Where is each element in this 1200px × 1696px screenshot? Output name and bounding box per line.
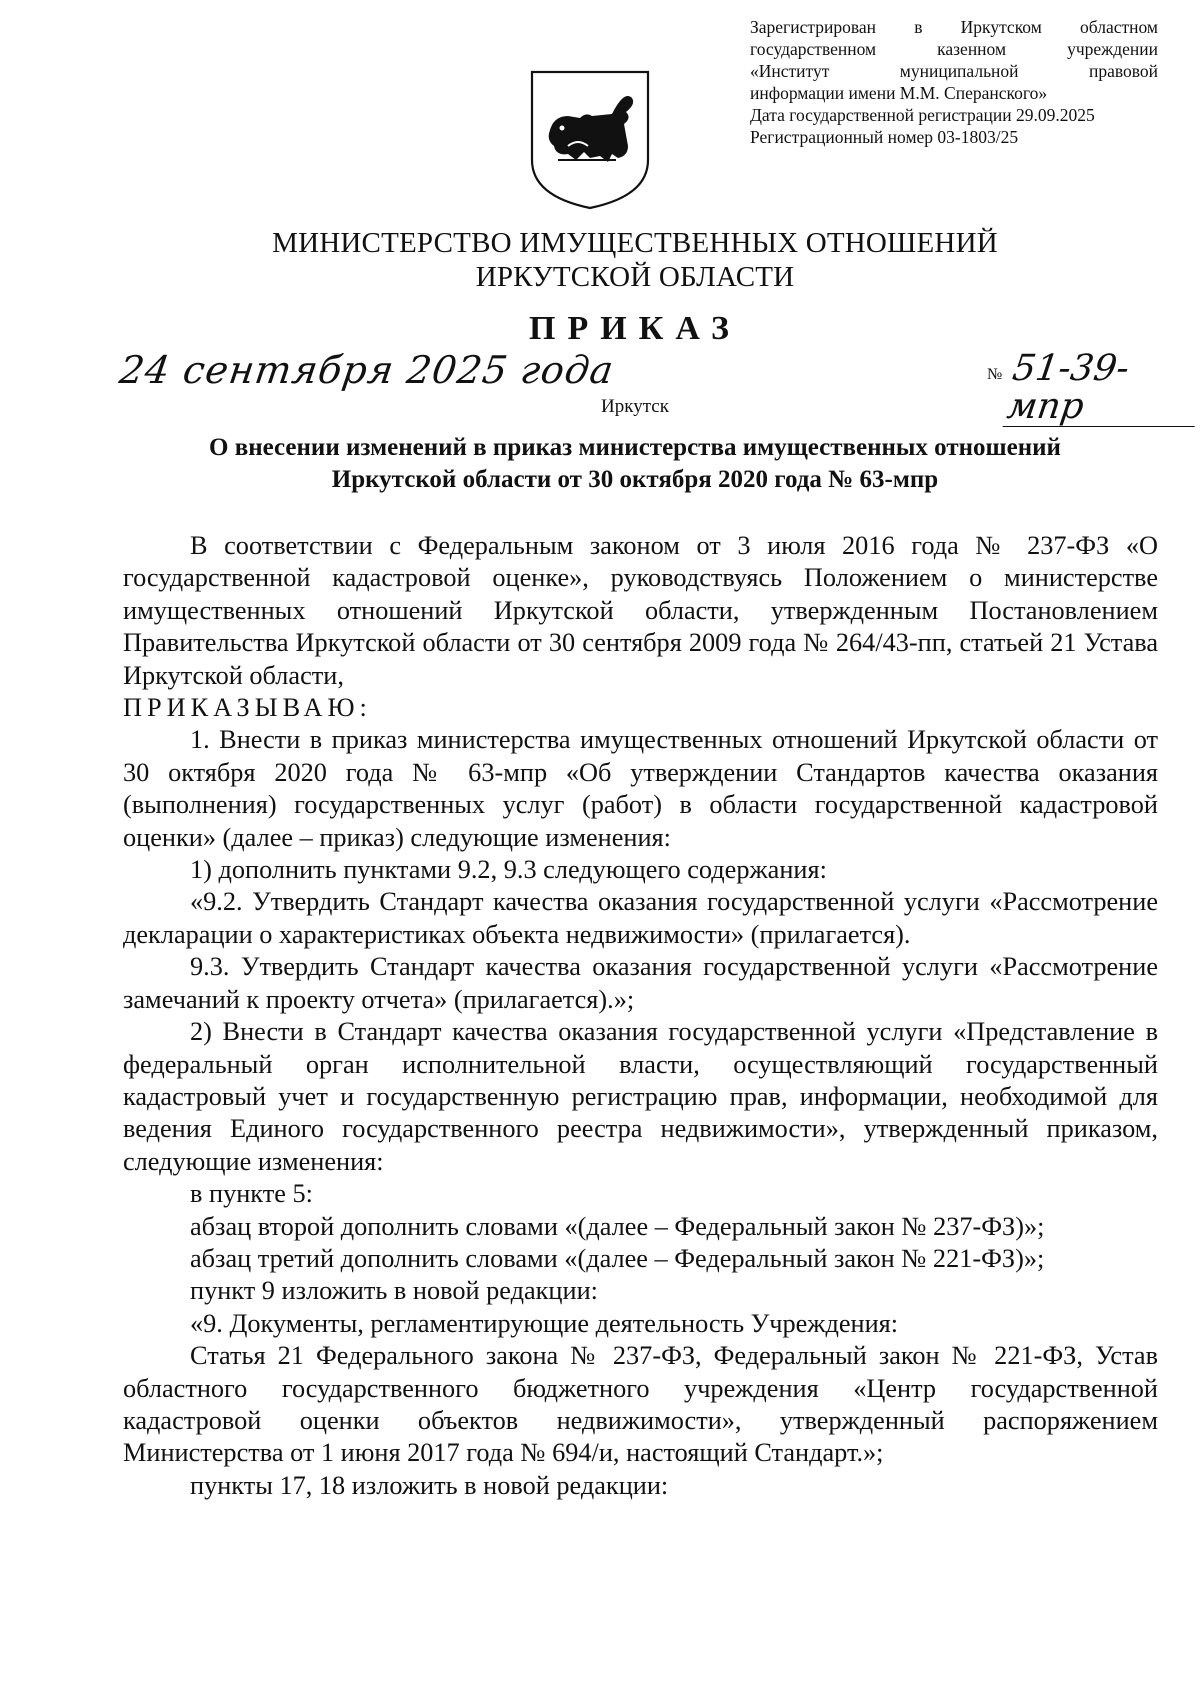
subject-line-1: О внесении изменений в приказ министерства имущественных отношений	[209, 434, 1061, 461]
registration-line: информации имени М.М. Сперанского»	[750, 83, 1048, 103]
registration-line: Регистрационный номер 03-1803/25	[750, 127, 1019, 147]
item-9-3-paragraph: 9.3. Утвердить Стандарт качества оказания государственной услуги «Рассмотрение замечаний к проекту отчета» (прилагается).»;	[123, 952, 1158, 1014]
ministry-name-line-1: МИНИСТЕРСТВО ИМУЩЕСТВЕННЫХ ОТНОШЕНИЙ	[272, 227, 998, 259]
order-title: ПРИКАЗ	[529, 310, 741, 347]
item-1-1-paragraph: 1) дополнить пунктами 9.2, 9.3 следующего содержания:	[190, 855, 827, 885]
registration-line: «Институт муниципальной правовой	[750, 61, 1158, 81]
handwritten-date: 24 сентября 2025 года	[116, 348, 617, 392]
in-point-5: в пункте 5:	[190, 1179, 313, 1209]
preamble-paragraph: В соответствии с Федеральным законом от 3 июля 2016 года № 237-ФЗ «О государственной кадастровой оценке», руководствуясь Положением о министерстве имущественных отношений Иркутской области, утвержденным Постановлением Правительства Иркутской области от 30 сентября 2009 года № 264/43-пп, статьей 21 Устава Иркутской области,	[123, 531, 1158, 690]
handwritten-order-number: 51-39-мпр	[1003, 350, 1200, 427]
number-label: №	[987, 366, 1003, 383]
order-word: ПРИКАЗЫВАЮ:	[123, 693, 372, 723]
coat-of-arms-emblem	[528, 68, 652, 212]
registration-stamp	[750, 16, 1158, 148]
item-1-paragraph: 1. Внести в приказ министерства имущественных отношений Иркутской области от 30 октября 2020 года № 63-мпр «Об утверждении Стандартов качества оказания (выполнения) государственных услуг (работ) в области государственной кадастровой оценки» (далее – приказ) следующие изменения:	[123, 725, 1158, 852]
point-9-text: Статья 21 Федерального закона № 237-ФЗ, Федеральный закон № 221-ФЗ, Устав областного государственного бюджетного учреждения «Центр государственной кадастровой оценки объектов недвижимости», утвержденный распоряжением Министерства от 1 июня 2017 года № 694/и, настоящий Стандарт.»;	[123, 1341, 1158, 1468]
order-body	[123, 530, 1158, 1502]
points-17-18-new-edition: пункты 17, 18 изложить в новой редакции:	[190, 1470, 669, 1500]
registration-line: государственном казенном учреждении	[750, 39, 1158, 59]
subject-line-2: Иркутской области от 30 октября 2020 года № 63-мпр	[331, 466, 939, 493]
registration-line: Дата государственной регистрации 29.09.2025	[750, 105, 1095, 125]
point-9-title: «9. Документы, регламентирующие деятельность Учреждения:	[190, 1308, 899, 1338]
registration-line: Зарегистрирован в Иркутском областном	[750, 17, 1158, 37]
paragraph-3-amendment: абзац третий дополнить словами «(далее – Федеральный закон № 221-ФЗ)»;	[190, 1243, 1045, 1273]
ministry-name-line-2: ИРКУТСКОЙ ОБЛАСТИ	[475, 261, 795, 293]
order-subject	[0, 432, 1200, 496]
item-9-2-paragraph: «9.2. Утвердить Стандарт качества оказания государственной услуги «Рассмотрение декларации о характеристиках объекта недвижимости» (прилагается).	[123, 887, 1158, 949]
item-1-2-paragraph: 2) Внести в Стандарт качества оказания государственной услуги «Представление в федеральный орган исполнительной власти, осуществляющий государственный кадастровый учет и государственную регистрацию прав, информации, необходимой для ведения Единого государственного реестра недвижимости», утвержденный приказом, следующие изменения:	[123, 1017, 1158, 1176]
paragraph-2-amendment: абзац второй дополнить словами «(далее – Федеральный закон № 237-ФЗ)»;	[190, 1211, 1045, 1241]
point-9-new-edition: пункт 9 изложить в новой редакции:	[190, 1276, 598, 1306]
city: Иркутск	[601, 396, 669, 417]
